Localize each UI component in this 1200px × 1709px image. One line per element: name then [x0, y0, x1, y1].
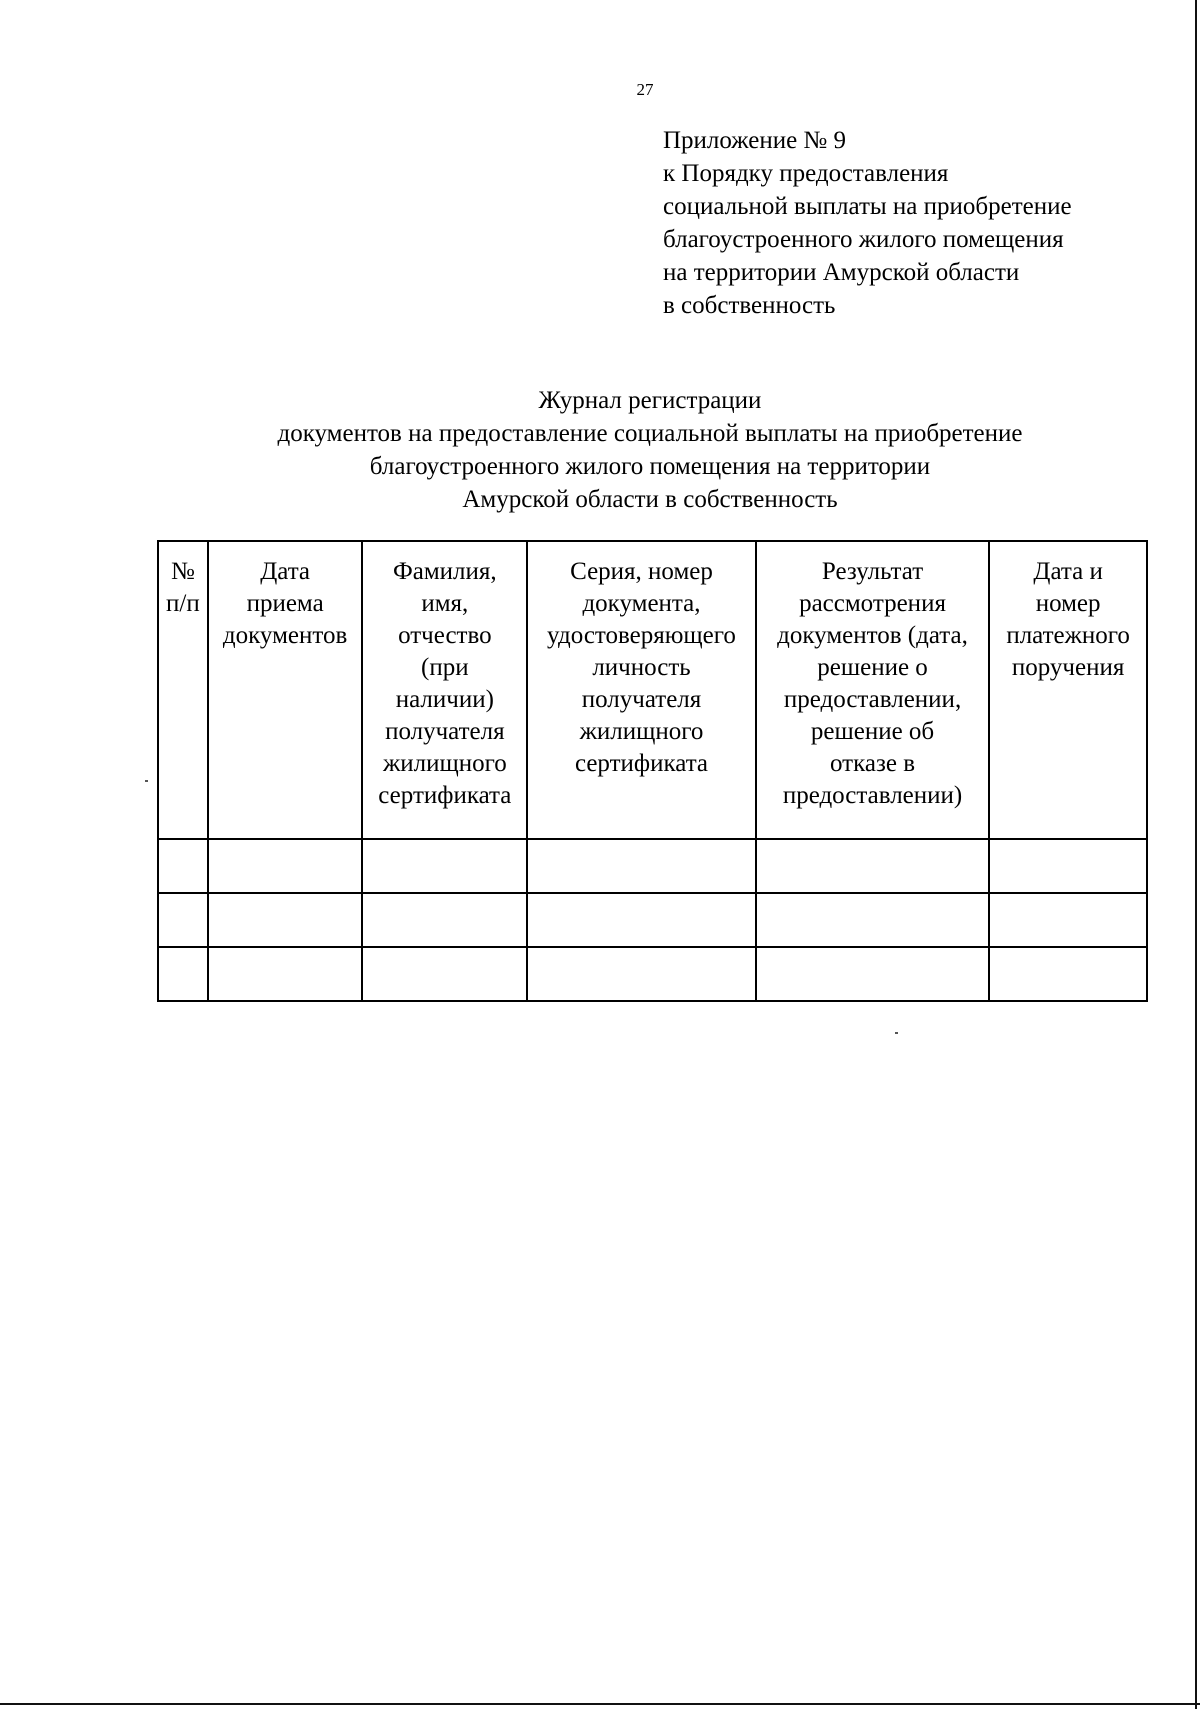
table-cell: [989, 839, 1147, 893]
registration-table: [157, 540, 1148, 1002]
table-row: [158, 947, 1147, 1001]
header-id-document: Серия, номер документа, удостоверяющего личность получателя жилищного сертификата: [527, 541, 756, 839]
table-cell: [362, 947, 527, 1001]
table-cell: [208, 839, 363, 893]
table-cell: [208, 947, 363, 1001]
appendix-line: в собственность: [663, 292, 836, 319]
appendix-line: к Порядку предоставления: [663, 160, 949, 187]
table-row: [158, 839, 1147, 893]
journal-title-line: Журнал регистрации: [538, 387, 762, 414]
table-cell: [527, 947, 756, 1001]
header-payment-order: Дата и номер платежного поручения: [989, 541, 1147, 839]
table-cell: [527, 893, 756, 947]
table-row: [158, 893, 1147, 947]
appendix-line: на территории Амурской области: [663, 259, 1020, 286]
scan-border-right: [1195, 0, 1197, 1709]
table-header-row: [158, 541, 1147, 839]
table-cell: [527, 839, 756, 893]
table-cell: [158, 839, 208, 893]
table-cell: [989, 947, 1147, 1001]
appendix-line: Приложение № 9: [663, 127, 847, 154]
table-cell: [989, 893, 1147, 947]
journal-title-line: благоустроенного жилого помещения на территории: [369, 453, 931, 480]
table-cell: [158, 893, 208, 947]
table-cell: [756, 839, 989, 893]
scan-speck: [895, 1032, 898, 1034]
scan-speck: [145, 780, 148, 782]
table-cell: [756, 947, 989, 1001]
header-number: № п/п: [158, 541, 208, 839]
appendix-line: социальной выплаты на приобретение: [663, 193, 1072, 220]
header-review-result: Результат рассмотрения документов (дата, решение о предоставлении, решение об отказе в предоставлении): [756, 541, 989, 839]
journal-title: [0, 384, 1200, 516]
table-cell: [362, 839, 527, 893]
header-receipt-date: Дата приема документов: [208, 541, 363, 839]
journal-title-line: документов на предоставление социальной выплаты на приобретение: [277, 420, 1023, 447]
appendix-line: благоустроенного жилого помещения: [663, 226, 1064, 253]
table-cell: [756, 893, 989, 947]
page-number: 27: [636, 80, 654, 99]
scan-border-bottom: [0, 1703, 1200, 1705]
journal-title-line: Амурской области в собственность: [462, 486, 838, 513]
table-cell: [208, 893, 363, 947]
table-cell: [158, 947, 208, 1001]
header-full-name: Фамилия, имя, отчество (при наличии) получателя жилищного сертификата: [362, 541, 527, 839]
appendix-reference: [663, 124, 1072, 322]
table-cell: [362, 893, 527, 947]
